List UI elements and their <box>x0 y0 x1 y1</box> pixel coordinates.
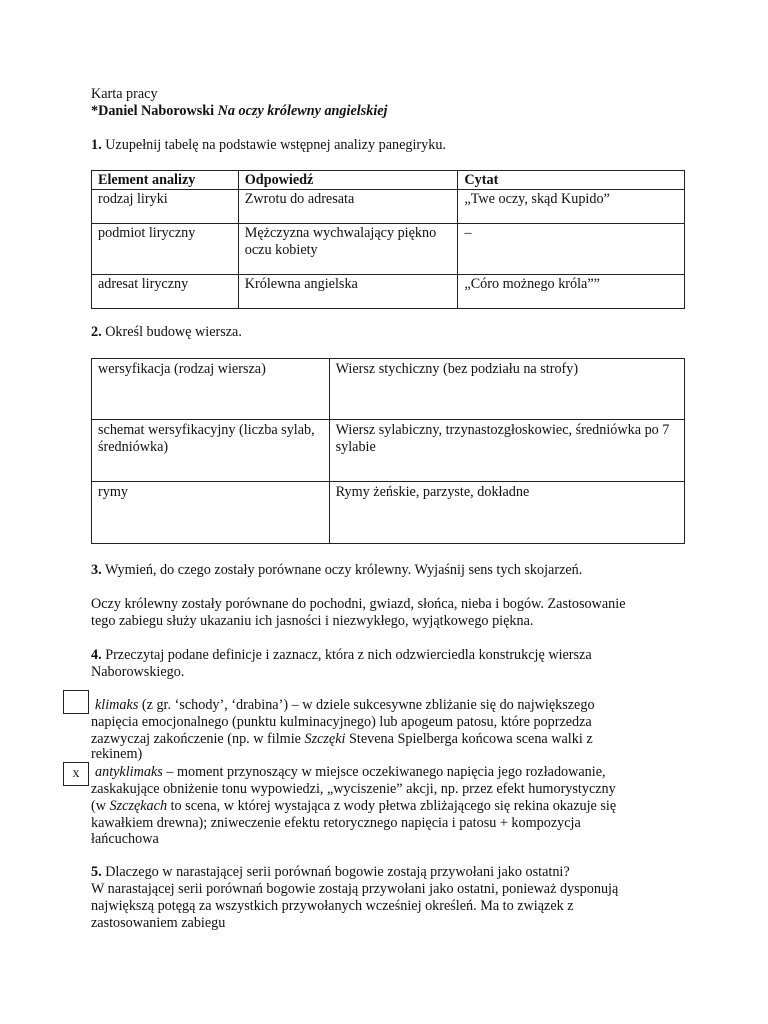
column-header: Element analizy <box>92 171 239 190</box>
film-title: Szczęki <box>304 731 346 747</box>
antyklimaks-term: antyklimaks <box>95 764 163 780</box>
table-cell: Królewna angielska <box>238 275 458 309</box>
table-cell: – <box>458 224 685 275</box>
table-row <box>92 275 685 309</box>
table-cell: rodzaj liryki <box>92 190 239 224</box>
task3-answer-line: Oczy królewny zostały porównane do pochodni, gwiazd, słońca, nieba i bogów. Zastosowanie <box>91 596 626 612</box>
worksheet-subtitle: Karta pracy <box>91 86 158 102</box>
worksheet-title <box>91 103 388 120</box>
antyklimaks-definition: antyklimaks – moment przynoszący w miejsce oczekiwanego napięcia jego rozładowanie, <box>95 764 606 780</box>
table-cell: wersyfikacja (rodzaj wiersza) <box>92 359 330 420</box>
task5-text: Dlaczego w narastającej serii porównań bogowie zostają przywołani jako ostatni? <box>105 864 570 880</box>
task5-prompt <box>91 864 570 881</box>
structure-table <box>91 358 685 544</box>
table-cell: Rymy żeńskie, parzyste, dokładne <box>329 482 684 544</box>
task1-text: Uzupełnij tabelę na podstawie wstępnej analizy panegiryku. <box>105 137 446 153</box>
antyklimaks-definition-line: (w Szczękach to scena, w której wystająca z wody płetwa zbliżającego się rekina okazuje się <box>91 798 617 814</box>
klimaks-definition-line: napięcia emocjonalnego (punktu kulminacyjnego) lub apogeum patosu, które poprzedza <box>91 714 592 730</box>
table-cell: Wiersz sylabiczny, trzynastozgłoskowiec, średniówka po 7 sylabie <box>329 420 684 482</box>
table-cell: Zwrotu do adresata <box>238 190 458 224</box>
column-header: Cytat <box>458 171 685 190</box>
antyklimaks-definition-line: łańcuchowa <box>91 831 159 847</box>
task5-number: 5. <box>91 864 102 880</box>
table-cell: schemat wersyfikacyjny (liczba sylab, średniówka) <box>92 420 330 482</box>
antyklimaks-definition-line: kawałkiem drewna); zniweczenie efektu retorycznego napięcia i patosu + kompozycja <box>91 815 581 831</box>
task1-prompt <box>91 137 446 154</box>
author-name: *Daniel Naborowski <box>91 103 215 119</box>
table-row <box>92 359 685 420</box>
task4-prompt <box>91 647 592 664</box>
table-row <box>92 482 685 544</box>
table-cell: rymy <box>92 482 330 544</box>
table-cell: adresat liryczny <box>92 275 239 309</box>
task3-prompt <box>91 562 582 579</box>
task2-number: 2. <box>91 324 102 340</box>
task3-number: 3. <box>91 562 102 578</box>
table-row <box>92 420 685 482</box>
task5-answer-line: zastosowaniem zabiegu <box>91 915 226 931</box>
klimaks-term: klimaks <box>95 697 139 713</box>
poem-title: Na oczy królewny angielskiej <box>217 103 388 119</box>
table-header-row <box>92 171 685 190</box>
table-row <box>92 224 685 275</box>
task3-text: Wymień, do czego zostały porównane oczy królewny. Wyjaśnij sens tych skojarzeń. <box>104 562 583 578</box>
antyklimaks-checkbox[interactable]: x <box>63 762 89 786</box>
film-title: Szczękach <box>109 798 168 814</box>
antyklimaks-definition-line: zaskakujące obniżenie tonu wypowiedzi, „wyciszenie” akcji, np. przez efekt humorystyczny <box>91 781 616 797</box>
table-cell: „Twe oczy, skąd Kupido” <box>458 190 685 224</box>
task4-number: 4. <box>91 647 102 663</box>
klimaks-definition: klimaks (z gr. ‘schody’, ‘drabina’) – w dziele sukcesywne zbliżanie się do największego <box>95 697 595 713</box>
task2-text: Określ budowę wiersza. <box>105 324 242 340</box>
task4-text: Przeczytaj podane definicje i zaznacz, która z nich odzwierciedla konstrukcję wiersza <box>105 647 592 663</box>
column-header: Odpowiedź <box>238 171 458 190</box>
task2-prompt <box>91 324 242 341</box>
klimaks-definition-line: zazwyczaj zakończenie (np. w filmie Szczęki Stevena Spielberga końcowa scena walki z <box>91 731 593 747</box>
task5-answer-line: największą potęgą za wszystkich przywołanych wcześniej określeń. Ma to związek z <box>91 898 574 914</box>
task4-text-line: Naborowskiego. <box>91 664 185 680</box>
table-cell: „Córo możnego króla”” <box>458 275 685 309</box>
table-row <box>92 190 685 224</box>
analysis-table <box>91 170 685 309</box>
task1-number: 1. <box>91 137 102 153</box>
task5-answer-line: W narastającej serii porównań bogowie zostają przywołani jako ostatni, ponieważ dysponują <box>91 881 619 897</box>
table-cell: Wiersz stychiczny (bez podziału na strofy) <box>329 359 684 420</box>
table-cell: Mężczyzna wychwalający piękno oczu kobiety <box>238 224 458 275</box>
task3-answer-line: tego zabiegu służy ukazaniu ich jasności i niezwykłego, wyjątkowego piękna. <box>91 613 534 629</box>
table-cell: podmiot liryczny <box>92 224 239 275</box>
klimaks-checkbox[interactable] <box>63 690 89 714</box>
klimaks-definition-line: rekinem) <box>91 746 143 762</box>
